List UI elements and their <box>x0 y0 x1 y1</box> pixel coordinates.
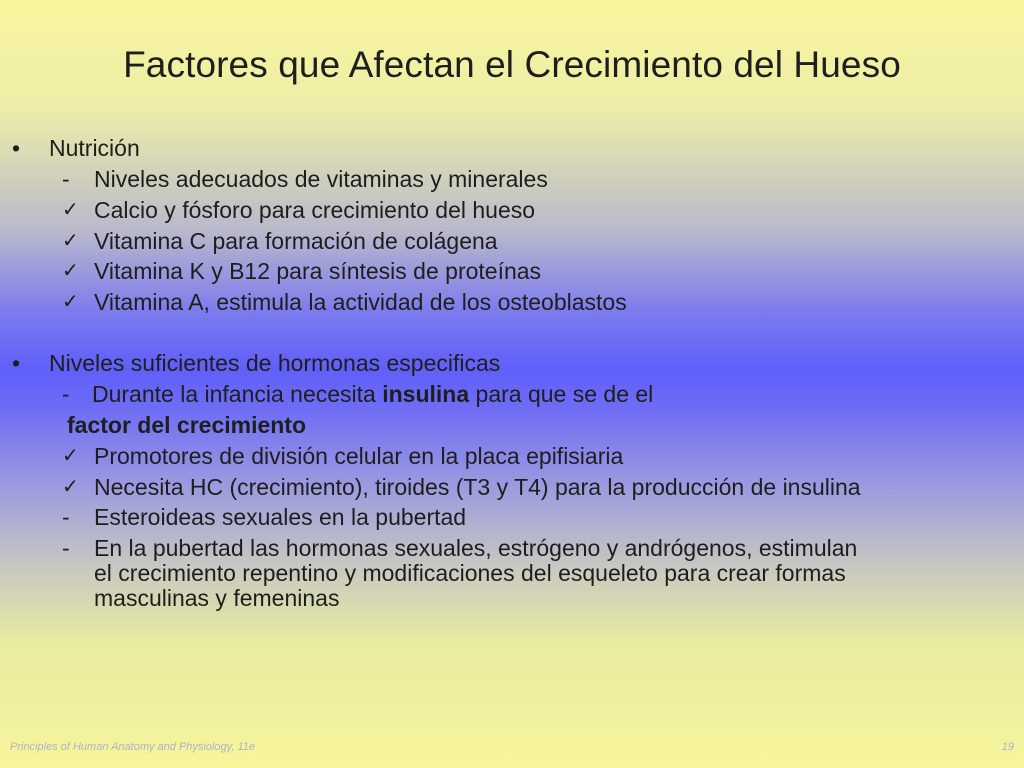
list-item-continuation: el crecimiento repentino y modificaciones del esqueleto para crear formas <box>94 560 846 586</box>
insulin-line-before: Durante la infancia necesita <box>92 381 383 407</box>
checkmark-icon: ✓ <box>62 476 79 498</box>
dash-marker: - <box>62 381 70 407</box>
list-item: Necesita HC (crecimiento), tiroides (T3 y T4) para la producción de insulina <box>94 474 861 500</box>
list-item: Promotores de división celular en la placa epifisiaria <box>94 443 624 469</box>
growth-factor-term: factor del crecimiento <box>67 412 307 438</box>
checkmark-icon: ✓ <box>62 199 79 221</box>
section-hormonas-heading: Niveles suficientes de hormonas especificas <box>49 350 501 376</box>
dash-marker: - <box>62 166 70 192</box>
checkmark-icon: ✓ <box>62 291 79 313</box>
list-item: Vitamina C para formación de colágena <box>94 228 498 254</box>
dash-marker: - <box>62 504 70 530</box>
list-item: Vitamina A, estimula la actividad de los osteoblastos <box>94 289 627 315</box>
list-item: Esteroideas sexuales en la pubertad <box>94 504 467 530</box>
list-item: En la pubertad las hormonas sexuales, estrógeno y andrógenos, estimulan <box>94 535 858 561</box>
checkmark-icon: ✓ <box>62 260 79 282</box>
checkmark-icon: ✓ <box>62 230 79 252</box>
footer-source: Principles of Human Anatomy and Physiology, 11e <box>10 741 255 753</box>
slide-title: Factores que Afectan el Crecimiento del Hueso <box>123 44 901 85</box>
bullet-marker: • <box>12 135 21 161</box>
list-item: Calcio y fósforo para crecimiento del hueso <box>94 197 536 223</box>
insulin-line <box>92 382 653 407</box>
list-item-continuation: masculinas y femeninas <box>94 585 340 611</box>
page-number: 19 <box>1001 741 1014 753</box>
insulin-line-after: para que se de el <box>469 381 654 407</box>
section-nutricion-heading: Nutrición <box>49 135 140 161</box>
list-item: Niveles adecuados de vitaminas y minerales <box>94 166 548 192</box>
checkmark-icon: ✓ <box>62 445 79 467</box>
list-item: Vitamina K y B12 para síntesis de proteínas <box>94 258 542 284</box>
dash-marker: - <box>62 535 70 561</box>
insulin-term: insulina <box>382 381 470 407</box>
bullet-marker: • <box>12 350 21 376</box>
